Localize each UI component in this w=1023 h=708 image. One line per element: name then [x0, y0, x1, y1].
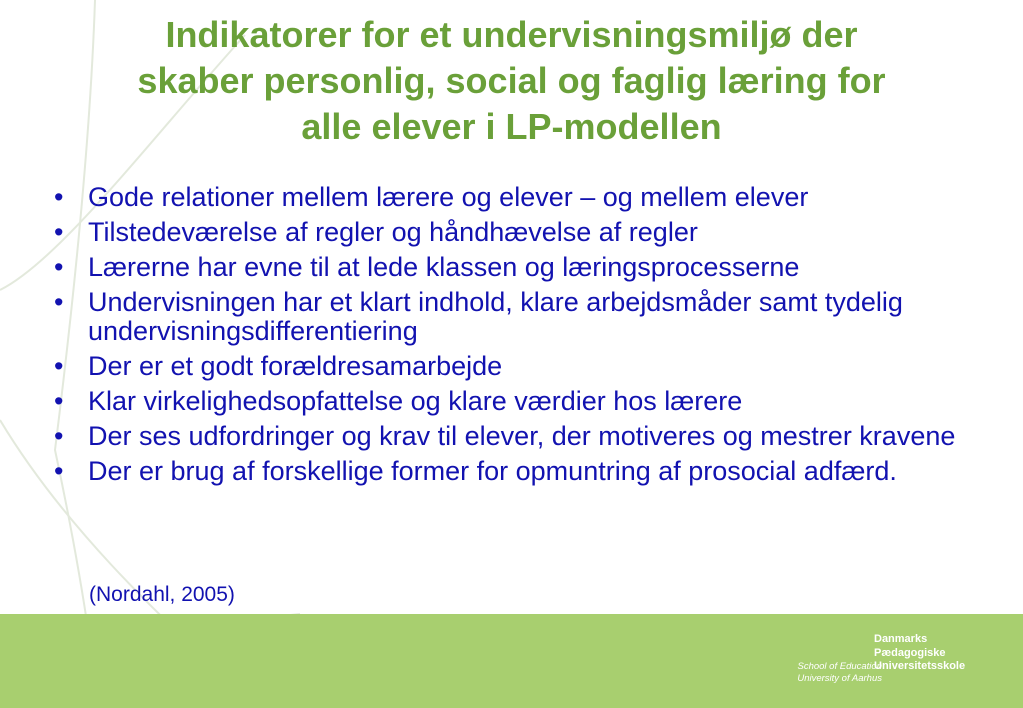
- bullet-item: [52, 352, 972, 381]
- bullet-item: [52, 387, 972, 416]
- bullet-item: [52, 218, 972, 247]
- slide-title: [40, 12, 983, 150]
- logo-text-line: School of Education: [797, 661, 882, 672]
- logo-dpu-wordmark: [874, 633, 965, 674]
- bullet-text: Tilstedeværelse af regler og håndhævelse af regler: [88, 217, 698, 247]
- logo-text-line: University of Aarhus: [797, 673, 882, 684]
- logo-text-line: Universitetsskole: [874, 660, 966, 672]
- title-line: alle elever i LP-modellen: [301, 106, 722, 147]
- bullet-list: [52, 183, 972, 492]
- bullet-text: Lærerne har evne til at lede klassen og læringsprocesserne: [88, 252, 800, 282]
- bullet-text: Undervisningen har et klart indhold, klare arbejdsmåder samt tydelig undervisningsdifferentiering: [88, 287, 903, 346]
- bullet-marker: •: [54, 182, 64, 212]
- logo-school-of-education: [797, 661, 882, 685]
- citation: (Nordahl, 2005): [89, 583, 235, 606]
- bullet-marker: •: [54, 287, 64, 317]
- bullet-marker: •: [54, 386, 64, 416]
- bullet-item: [52, 183, 972, 212]
- bullet-text: Gode relationer mellem lærere og elever – og mellem elever: [88, 182, 809, 212]
- bullet-marker: •: [54, 217, 64, 247]
- bullet-item: [52, 253, 972, 282]
- bullet-text: Der er brug af forskellige former for opmuntring af prosocial adfærd.: [88, 456, 897, 486]
- bullet-item: [52, 422, 972, 451]
- title-line: skaber personlig, social og faglig læring for: [137, 60, 886, 101]
- bullet-marker: •: [54, 456, 64, 486]
- university-logo: [776, 633, 986, 693]
- bullet-text: Der er et godt forældresamarbejde: [88, 351, 503, 381]
- bullet-item: [52, 288, 972, 346]
- bullet-text: Klar virkelighedsopfattelse og klare værdier hos lærere: [88, 386, 743, 416]
- bullet-marker: •: [54, 252, 64, 282]
- bullet-marker: •: [54, 421, 64, 451]
- bullet-marker: •: [54, 351, 64, 381]
- logo-text-line: Danmarks: [874, 633, 928, 645]
- bullet-text: Der ses udfordringer og krav til elever, der motiveres og mestrer kravene: [88, 421, 956, 451]
- logo-text-line: Pædagogiske: [874, 646, 946, 659]
- bullet-item: [52, 457, 972, 486]
- title-line: Indikatorer for et undervisningsmiljø der: [165, 14, 858, 55]
